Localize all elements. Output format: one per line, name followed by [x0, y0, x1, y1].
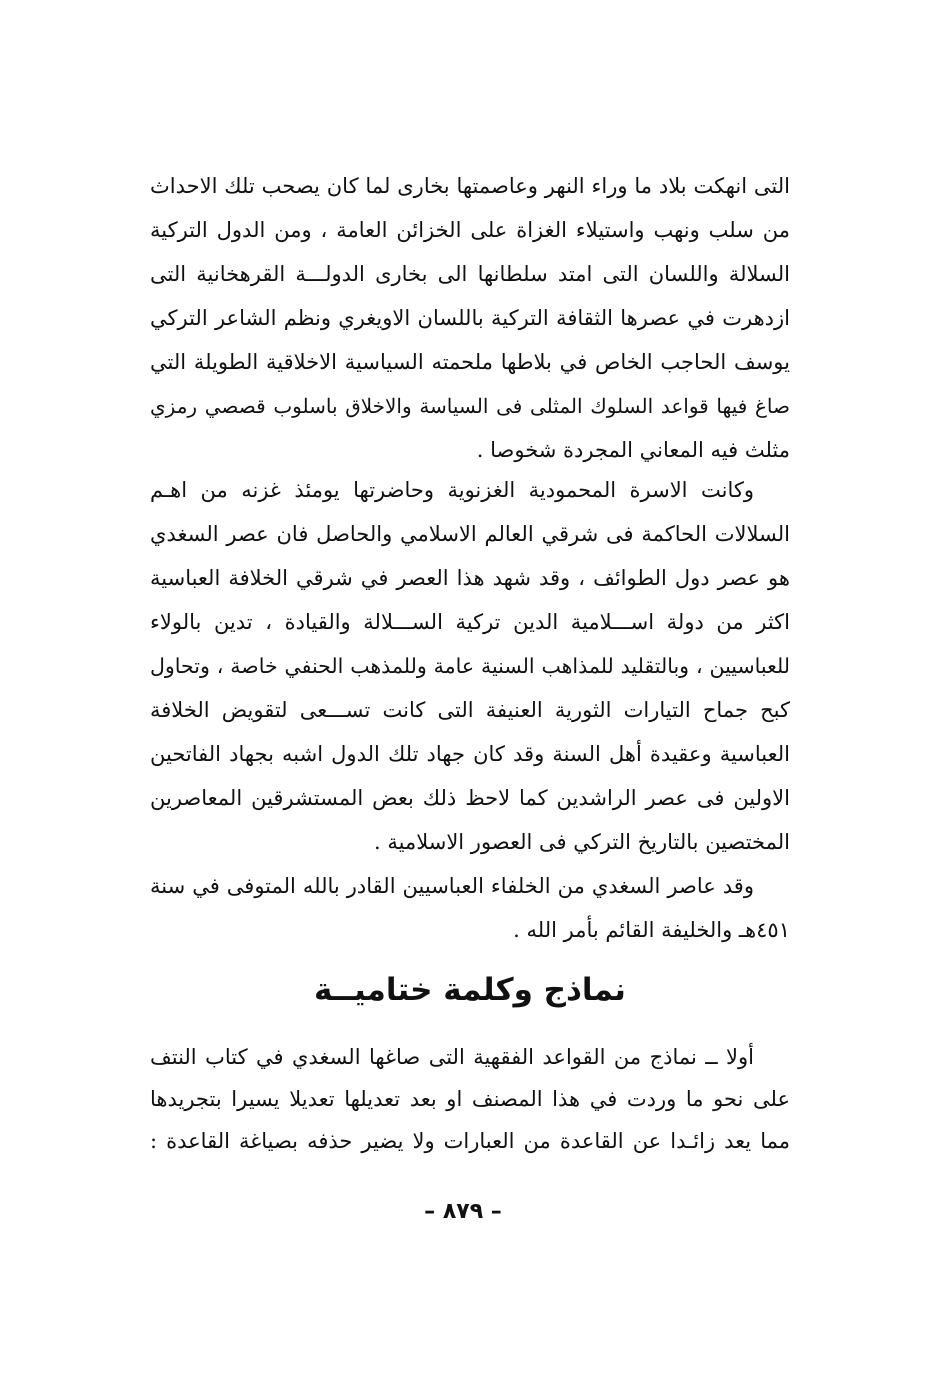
text-line: العباسية وعقيدة أهل السنة وقد كان جهاد تلك الدول اشبه بجهاد الفاتحين	[150, 742, 790, 766]
text-line: من سلب ونهب واستيلاء الغزاة على الخزائن العامة ، ومن الدول التركية	[150, 218, 790, 242]
page-number: – ٨٧٩ –	[424, 1199, 502, 1224]
paragraph-2	[150, 468, 790, 864]
text-line: وكانت الاسرة المحمودية الغزنوية وحاضرتها يومئذ غزنه من اهـم	[150, 478, 754, 502]
text-line: كبح جماح التيارات الثورية العنيفة التى كانت تســـعى لتقويض الخلافة	[150, 698, 790, 722]
paragraph-4	[150, 1036, 790, 1162]
text-line: الاولين فى عصر الراشدين كما لاحظ ذلك بعض المستشرقين المعاصرين	[150, 786, 790, 810]
paragraph-3	[150, 864, 790, 952]
text-line: أولا ــ نماذج من القواعد الفقهية التى صاغها السغدي في كتاب النتف	[150, 1045, 754, 1069]
text-line: السلالة واللسان التى امتد سلطانها الى بخارى الدولـــة القرهخانية التى	[150, 262, 790, 286]
text-line: هو عصر دول الطوائف ، وقد شهد هذا العصر في شرقي الخلافة العباسية	[150, 566, 790, 590]
text-line: مما يعد زائـدا عن القاعدة من العبارات ولا يضير حذفه بصياغة القاعدة :	[150, 1129, 790, 1153]
text-line: للعباسيين ، وبالتقليد للمذاهب السنية عامة وللمذهب الحنفي خاصة ، وتحاول	[150, 654, 790, 678]
text-line: التى انهكت بلاد ما وراء النهر وعاصمتها بخارى لما كان يصحب تلك الاحداث	[150, 174, 790, 198]
text-line: على نحو ما وردت في هذا المصنف او بعد تعديلها تعديلا يسيرا بتجريدها	[150, 1087, 790, 1111]
paragraph-1	[150, 164, 790, 472]
text-line: صاغ فيها قواعد السلوك المثلى فى السياسة والاخلاق باسلوب قصصي رمزي	[150, 394, 790, 418]
text-line: المختصين بالتاريخ التركي فى العصور الاسلامية .	[374, 830, 790, 854]
text-line: ازدهرت في عصرها الثقافة التركية باللسان الاويغري ونظم الشاعر التركي	[150, 306, 790, 330]
text-line: مثلث فيه المعاني المجردة شخوصا .	[476, 438, 790, 462]
text-line: يوسف الحاجب الخاص في بلاطها ملحمته السياسية الاخلاقية الطويلة التي	[150, 350, 790, 374]
text-line: ٤٥١هـ والخليفة القائم بأمر الله .	[513, 918, 790, 942]
section-heading: نماذج وكلمة ختاميــة	[314, 972, 626, 1008]
text-line: وقد عاصر السغدي من الخلفاء العباسيين القادر بالله المتوفى في سنة	[150, 874, 754, 898]
text-line: اكثر من دولة اســـلامية الدين تركية الســـلالة والقيادة ، تدين بالولاء	[150, 610, 790, 634]
text-line: السلالات الحاكمة فى شرقي العالم الاسلامي والحاصل فان عصر السغدي	[150, 522, 790, 546]
